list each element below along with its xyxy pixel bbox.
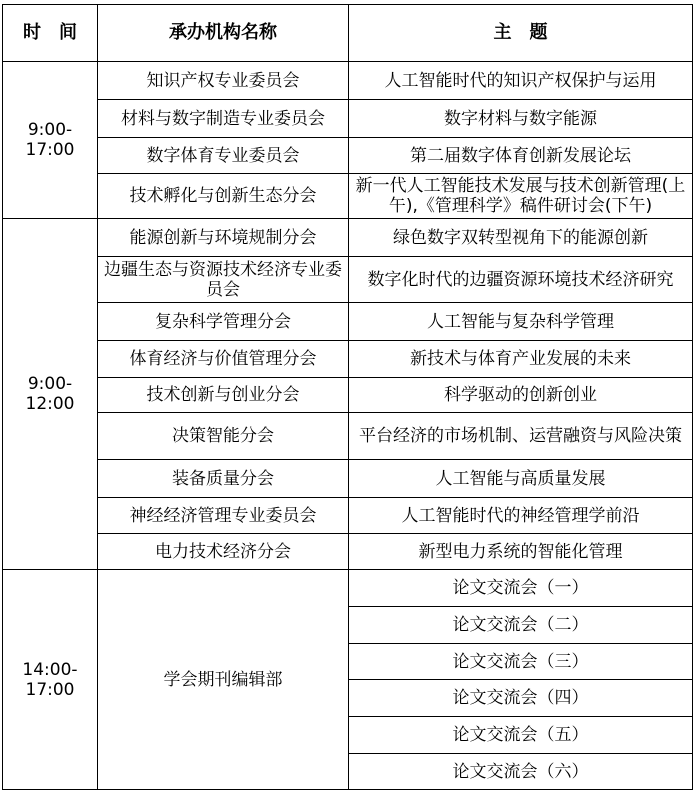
time-start: 14:00-: [22, 659, 78, 680]
topic-cell: 数字化时代的边疆资源环境技术经济研究: [349, 257, 693, 303]
organizer-cell: 材料与数字制造专业委员会: [98, 100, 349, 138]
time-end: 12:00: [25, 394, 75, 414]
topic-cell: 论文交流会（一）: [349, 570, 693, 607]
table-row: [3, 219, 693, 257]
table-row: [3, 570, 693, 607]
time-cell: [3, 219, 98, 570]
topic-cell: 第二届数字体育创新发展论坛: [349, 138, 693, 174]
topic-cell: 论文交流会（四）: [349, 680, 693, 717]
topic-cell: 论文交流会（二）: [349, 607, 693, 644]
topic-cell: 论文交流会（三）: [349, 644, 693, 680]
organizer-cell: 决策智能分会: [98, 413, 349, 460]
organizer-cell: 边疆生态与资源技术经济专业委员会: [98, 257, 349, 303]
organizer-cell: 数字体育专业委员会: [98, 138, 349, 174]
organizer-cell: 装备质量分会: [98, 460, 349, 498]
table-row: [3, 138, 693, 174]
topic-cell: 人工智能时代的神经管理学前沿: [349, 498, 693, 534]
topic-cell: 平台经济的市场机制、运营融资与风险决策: [349, 413, 693, 460]
organizer-cell: 电力技术经济分会: [98, 534, 349, 570]
topic-cell: 人工智能时代的知识产权保护与运用: [349, 62, 693, 100]
header-row: [3, 5, 693, 62]
topic-cell: 科学驱动的创新创业: [349, 378, 693, 413]
table-row: [3, 100, 693, 138]
header-time: 时 间: [3, 5, 98, 62]
topic-cell: 新型电力系统的智能化管理: [349, 534, 693, 570]
header-topic: 主 题: [349, 5, 693, 62]
topic-cell: 绿色数字双转型视角下的能源创新: [349, 219, 693, 257]
table-row: [3, 174, 693, 219]
header-organizer: 承办机构名称: [98, 5, 349, 62]
time-end: 17:00: [25, 140, 75, 160]
time-start: 9:00-: [27, 374, 73, 394]
organizer-cell: 能源创新与环境规制分会: [98, 219, 349, 257]
topic-cell: 新一代人工智能技术发展与技术创新管理(上午),《管理科学》稿件研讨会(下午): [349, 174, 693, 219]
table-row: [3, 413, 693, 460]
topic-cell: 论文交流会（六）: [349, 754, 693, 790]
table-row: [3, 534, 693, 570]
table-row: [3, 460, 693, 498]
organizer-cell: 技术创新与创业分会: [98, 378, 349, 413]
table-row: [3, 341, 693, 378]
topic-cell: 人工智能与复杂科学管理: [349, 303, 693, 341]
organizer-cell: 知识产权专业委员会: [98, 62, 349, 100]
organizer-cell: 体育经济与价值管理分会: [98, 341, 349, 378]
time-cell: [3, 570, 98, 790]
topic-cell: 数字材料与数字能源: [349, 100, 693, 138]
time-end: 17:00: [25, 679, 75, 700]
topic-cell: 论文交流会（五）: [349, 717, 693, 754]
organizer-cell: 学会期刊编辑部: [98, 570, 349, 790]
table-row: [3, 62, 693, 100]
table-row: [3, 378, 693, 413]
table-row: [3, 498, 693, 534]
table-row: [3, 257, 693, 303]
time-cell: [3, 62, 98, 219]
schedule-table: [2, 4, 693, 790]
organizer-cell: 复杂科学管理分会: [98, 303, 349, 341]
organizer-cell: 技术孵化与创新生态分会: [98, 174, 349, 219]
topic-cell: 新技术与体育产业发展的未来: [349, 341, 693, 378]
organizer-cell: 神经经济管理专业委员会: [98, 498, 349, 534]
table-row: [3, 303, 693, 341]
time-start: 9:00-: [27, 120, 73, 140]
topic-cell: 人工智能与高质量发展: [349, 460, 693, 498]
